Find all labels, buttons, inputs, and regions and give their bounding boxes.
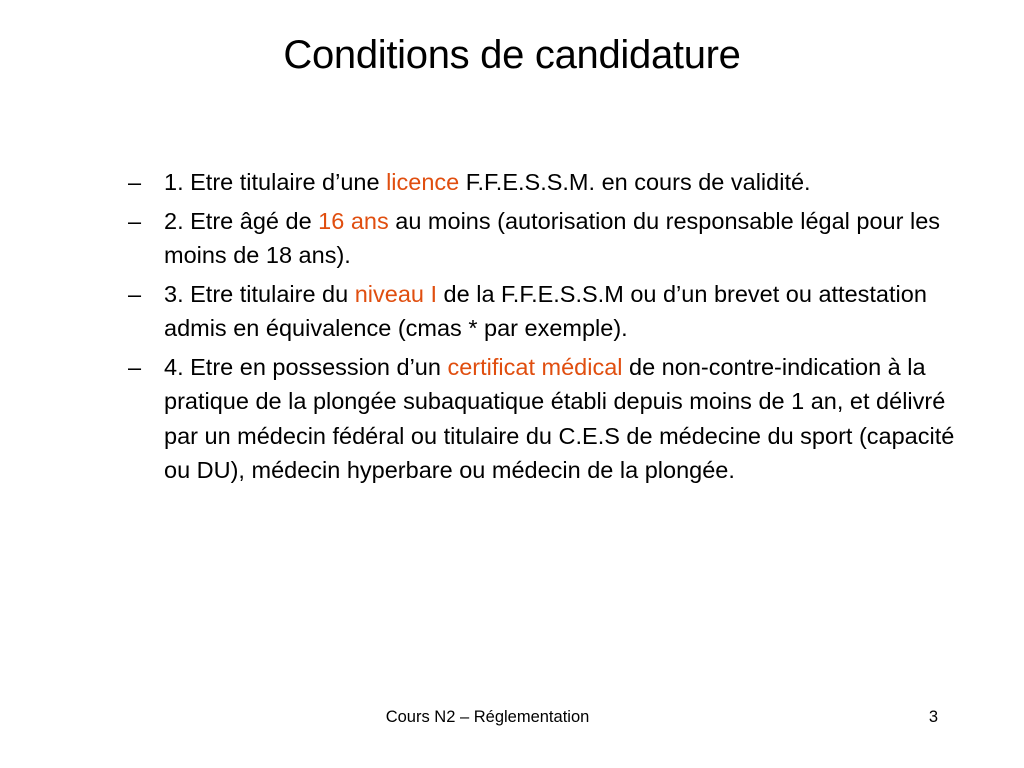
highlight-text: licence <box>386 169 460 195</box>
bullet-dash: – <box>128 280 142 307</box>
highlight-text: 16 ans <box>318 207 389 234</box>
item-text: F.F.E.S.S.M. en cours de validité. <box>459 169 811 195</box>
list-item <box>128 350 958 488</box>
list-item <box>128 204 958 273</box>
bullet-dash: – <box>128 353 142 380</box>
item-text: au moins (autorisation du responsable légal pour les moins de 18 ans). <box>164 207 941 268</box>
highlight-text: certificat médical <box>447 353 623 380</box>
item-text: 2. Etre âgé de <box>164 207 319 234</box>
item-text: 3. Etre titulaire du <box>164 280 355 307</box>
highlight-text: niveau I <box>354 280 438 307</box>
bullet-list <box>128 165 958 492</box>
list-item <box>128 277 958 346</box>
page-number: 3 <box>928 708 938 726</box>
item-text: 4. Etre en possession d’un <box>164 353 448 380</box>
list-item <box>128 165 958 200</box>
bullet-dash: – <box>128 207 142 234</box>
item-text: 1. Etre titulaire d’une <box>164 169 387 195</box>
item-text: de non-contre-indication à la pratique de la plongée subaquatique établi depuis moins de 1 an, et délivré par un médecin fédéral ou titulaire du C.E.S de médecine du sport (capacité ou DU), médecin hyperbare ou médecin de la plongée. <box>164 353 955 483</box>
bullet-dash: – <box>128 169 142 195</box>
item-text: de la F.F.E.S.S.M ou d’un brevet ou attestation admis en équivalence (cmas * par exemple). <box>164 280 927 341</box>
slide-title: Conditions de candidature <box>283 33 741 77</box>
footer-text: Cours N2 – Réglementation <box>385 708 590 726</box>
